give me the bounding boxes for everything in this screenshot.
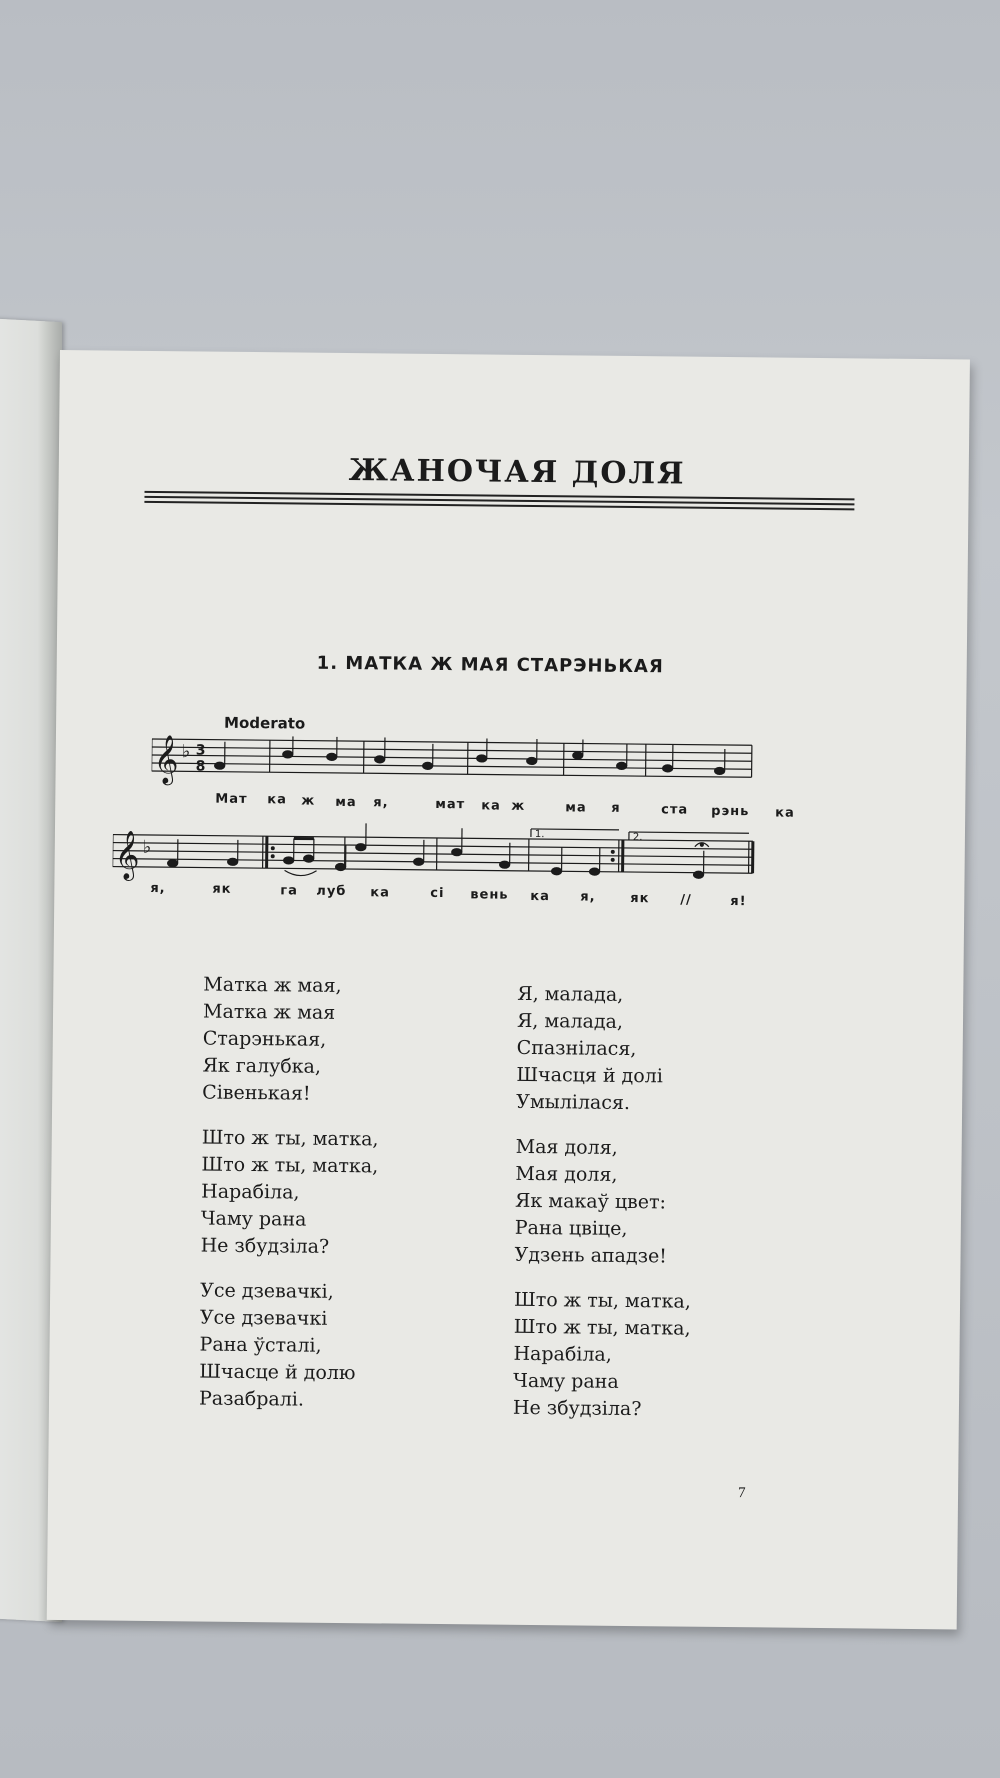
syllable: я, bbox=[150, 880, 166, 897]
music-staff-row-1 bbox=[151, 735, 872, 803]
book-page bbox=[47, 350, 970, 1629]
verse-line: Як галубка, bbox=[202, 1054, 322, 1078]
verse-line: Спазнілася, bbox=[516, 1036, 637, 1061]
syllable: луб bbox=[316, 883, 347, 900]
verse-line: Чаму рана bbox=[200, 1207, 307, 1231]
stanza bbox=[199, 1278, 377, 1415]
verse-line: Умылілася. bbox=[516, 1090, 631, 1115]
verse-line: Як макаў цвет: bbox=[515, 1189, 667, 1214]
syllable: я, bbox=[373, 795, 389, 811]
verse-line: Што ж ты, матка, bbox=[201, 1126, 379, 1151]
syllable: ма bbox=[565, 800, 587, 816]
flat-icon: ♭ bbox=[181, 741, 191, 762]
time-sig-top: 3 bbox=[195, 742, 206, 759]
verse-line: Нарабіла, bbox=[513, 1342, 612, 1366]
verse-line: Рана цвіце, bbox=[514, 1216, 628, 1240]
section-title: ЖАНОЧАЯ ДОЛЯ bbox=[348, 453, 686, 492]
syllable: сі bbox=[430, 885, 445, 902]
syllable: я! bbox=[730, 894, 747, 910]
syllable: ка bbox=[775, 805, 795, 821]
verse-line: Сівенькая! bbox=[202, 1081, 311, 1105]
syllable: ка bbox=[370, 885, 391, 901]
verse-line: Не збудзіла? bbox=[512, 1396, 642, 1421]
lyrics-right-column bbox=[513, 981, 695, 1442]
verse-line: Матка ж мая bbox=[202, 1000, 336, 1024]
verse-line: Не збудзіла? bbox=[200, 1234, 330, 1258]
syllable: мат bbox=[435, 796, 466, 813]
lyrics-left-column bbox=[199, 972, 381, 1433]
verse-line: Разабралі. bbox=[198, 1387, 305, 1411]
stanza bbox=[516, 981, 694, 1118]
treble-clef-icon: 𝄞 bbox=[153, 737, 179, 784]
page-number: 7 bbox=[737, 1485, 746, 1502]
verse-line: Я, малада, bbox=[517, 982, 624, 1006]
time-sig-bottom: 8 bbox=[195, 758, 206, 775]
verse-line: Нарабіла, bbox=[201, 1180, 300, 1204]
song-title: 1. МАТКА Ж МАЯ СТАРЭНЬКАЯ bbox=[316, 652, 664, 678]
verse-line: Чаму рана bbox=[513, 1369, 619, 1393]
treble-clef-icon: 𝄞 bbox=[114, 832, 140, 879]
verse-line: Рана ўсталі, bbox=[199, 1333, 322, 1357]
syllable: ка bbox=[481, 798, 501, 814]
stanza bbox=[514, 1134, 692, 1271]
verse-line: Старэнькая, bbox=[202, 1027, 327, 1051]
verse-line: Шчасця й долі bbox=[516, 1063, 663, 1088]
syllable: га bbox=[280, 883, 299, 899]
syllable: ка bbox=[267, 792, 287, 808]
syllable: рэнь bbox=[711, 803, 750, 820]
volta-2-label: 2. bbox=[632, 832, 643, 844]
verse-line: Усе дзевачкі, bbox=[200, 1279, 334, 1303]
stanza bbox=[200, 1125, 378, 1262]
stanza bbox=[513, 1287, 691, 1424]
syllable: ка bbox=[530, 888, 550, 905]
verse-line: Удзень ападзе! bbox=[514, 1243, 668, 1268]
notes-row-2 bbox=[168, 821, 710, 880]
syllable: ж bbox=[301, 793, 316, 809]
syllable: ста bbox=[661, 802, 689, 818]
syllable: як bbox=[212, 881, 232, 897]
verse-line: Я, малада, bbox=[516, 1009, 624, 1033]
syllable: Мат bbox=[215, 791, 248, 807]
verse-line: Мая доля, bbox=[515, 1162, 618, 1186]
syllable: як bbox=[630, 891, 650, 907]
syllable: ж bbox=[511, 798, 526, 814]
verse-line: Усе дзевачкі bbox=[199, 1306, 328, 1330]
syllable: я, bbox=[580, 889, 596, 905]
verse-line: Што ж ты, матка, bbox=[513, 1288, 691, 1313]
syllable: ма bbox=[335, 794, 357, 811]
stanza bbox=[202, 972, 380, 1109]
verse-line: Што ж ты, матка, bbox=[201, 1153, 379, 1178]
verse-line: Шчасце й долю bbox=[199, 1360, 356, 1385]
syllable: // bbox=[680, 892, 692, 908]
volta-1-label: 1. bbox=[534, 829, 545, 841]
tempo-marking: Moderato bbox=[224, 713, 306, 733]
verse-line: Матка ж мая, bbox=[203, 973, 342, 997]
verse-line: Што ж ты, матка, bbox=[513, 1315, 691, 1340]
syllable: я bbox=[611, 800, 621, 816]
verse-line: Мая доля, bbox=[515, 1135, 618, 1159]
flat-icon: ♭ bbox=[142, 836, 152, 857]
syllable: вень bbox=[470, 887, 509, 903]
